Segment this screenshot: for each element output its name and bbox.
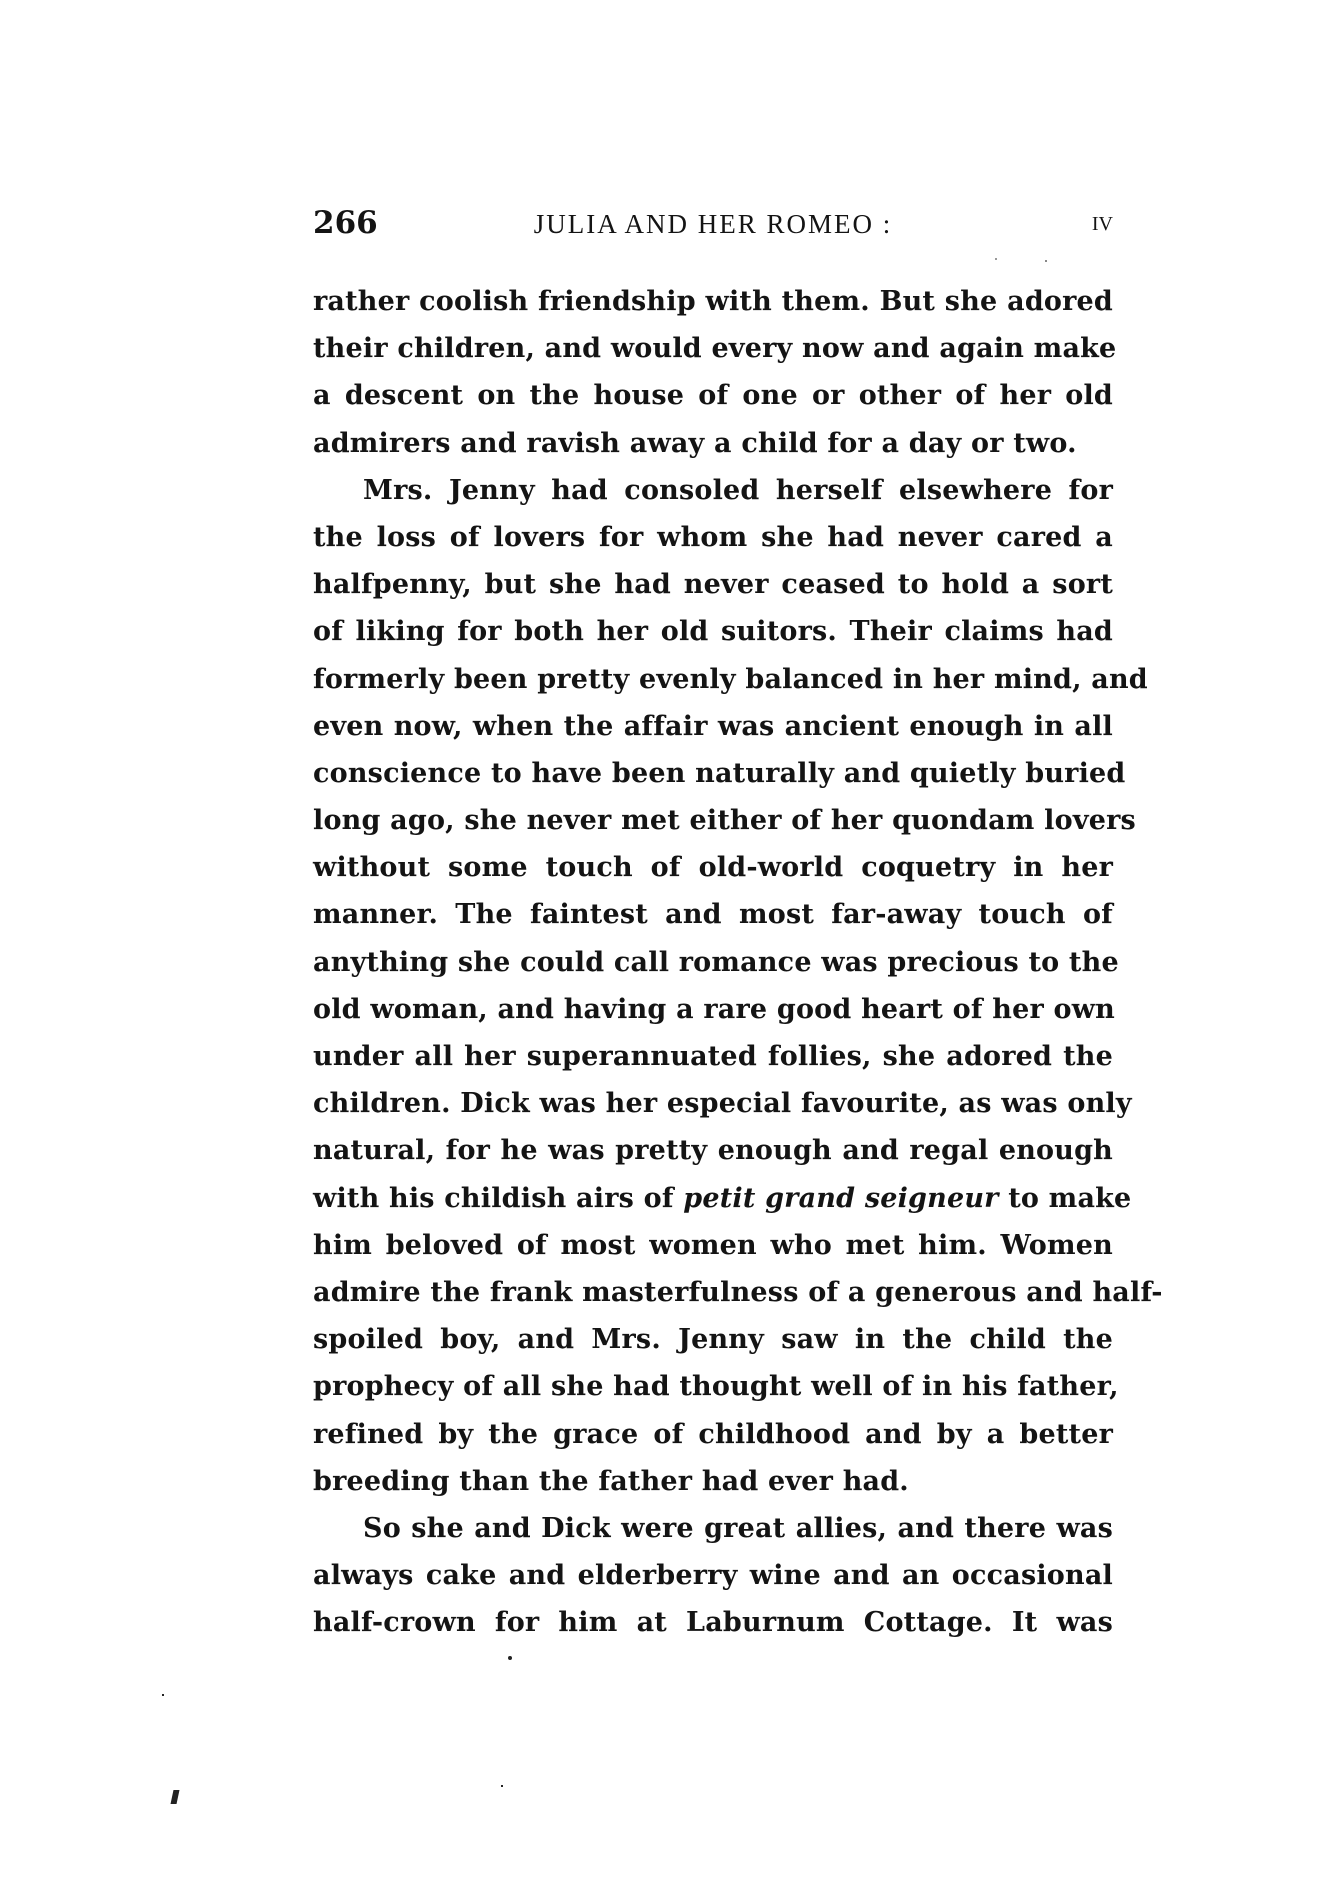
- text-line: a descent on the house of one or other of her old: [313, 380, 1113, 412]
- scan-speck: [162, 1694, 164, 1696]
- text-line: old woman, and having a rare good heart of her own: [313, 993, 1116, 1025]
- chapter-mark: IV: [1091, 213, 1113, 235]
- text-line: Mrs. Jenny had consoled herself elsewhere for: [363, 474, 1113, 506]
- text-line: admirers and ravish away a child for a day or two.: [313, 427, 1077, 459]
- scan-speck: [508, 1656, 512, 1660]
- text-line: refined by the grace of childhood and by a better: [313, 1418, 1113, 1450]
- text-line: always cake and elderberry wine and an occasional: [313, 1560, 1113, 1592]
- text-line: under all her superannuated follies, she adored the: [313, 1041, 1113, 1072]
- text-line: prophecy of all she had thought well of in his father,: [313, 1371, 1119, 1403]
- text-line: spoiled boy, and Mrs. Jenny saw in the child the: [313, 1324, 1113, 1356]
- paragraph: [313, 467, 1163, 1505]
- text-line: half-crown for him at Laburnum Cottage. It was: [313, 1607, 1113, 1639]
- text-line: him beloved of most women who met him. Women: [313, 1229, 1113, 1261]
- text-line: manner. The faintest and most far-away touch of: [313, 899, 1113, 931]
- text-line: formerly been pretty evenly balanced in her mind, and: [313, 663, 1148, 695]
- paragraph: [313, 278, 1117, 467]
- text-line: anything she could call romance was precious to the: [313, 946, 1119, 978]
- text-line: of liking for both her old suitors. Their claims had: [313, 616, 1113, 648]
- text-line: halfpenny, but she had never ceased to hold a sort: [313, 569, 1113, 601]
- running-title: JULIA AND HER ROMEO :: [533, 209, 893, 239]
- text-line: breeding than the father had ever had.: [313, 1465, 909, 1497]
- text-line: natural, for he was pretty enough and regal enough: [313, 1135, 1113, 1167]
- scan-speck: [501, 1785, 503, 1787]
- scan-speck: [1045, 260, 1047, 262]
- scan-speck: [171, 1790, 180, 1804]
- text-line: children. Dick was her especial favourite, as was only: [313, 1088, 1132, 1120]
- page-number: 266: [313, 205, 378, 241]
- scan-speck: [995, 258, 997, 260]
- paragraph: [313, 1505, 1113, 1647]
- italic-phrase: petit grand seigneur: [683, 1182, 999, 1214]
- page-header: [313, 205, 1113, 245]
- text-line: the loss of lovers for whom she had never cared a: [313, 521, 1113, 553]
- text-line: long ago, she never met either of her quondam lovers: [313, 805, 1136, 837]
- text-line: conscience to have been naturally and quietly buried: [313, 757, 1126, 789]
- body-text: [313, 278, 1163, 1646]
- text-line: without some touch of old-world coquetry in her: [313, 852, 1113, 884]
- text-line: with his childish airs of petit grand seigneur to make: [313, 1182, 1132, 1214]
- text-line: So she and Dick were great allies, and there was: [363, 1512, 1113, 1544]
- text-line: admire the frank masterfulness of a generous and half-: [313, 1276, 1163, 1308]
- text-line: rather coolish friendship with them. But she adored: [313, 286, 1113, 317]
- text-line: even now, when the affair was ancient enough in all: [313, 710, 1113, 742]
- text-line: their children, and would every now and again make: [313, 333, 1117, 365]
